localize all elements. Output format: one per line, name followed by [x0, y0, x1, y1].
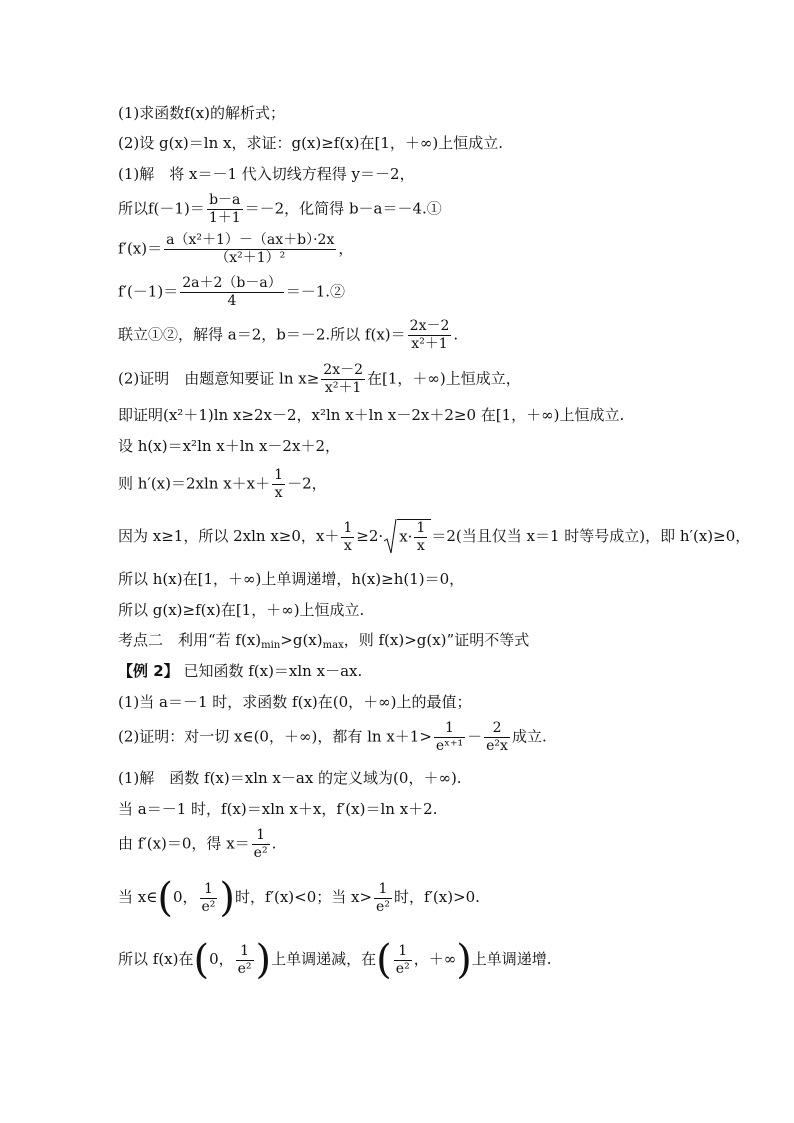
fraction: $\frac{1}{x}$ — [416, 520, 426, 554]
right-paren: ) — [255, 937, 272, 983]
text-line: 当 a＝－1 时，f(x)＝xln x＋x，f′(x)＝ln x＋2. — [118, 800, 438, 818]
text-line: 所以 h(x)在[1，＋∞)上单调递增，h(x)≥h(1)＝0， — [118, 570, 465, 588]
square-root: x· $\frac{1}{x}$ — [383, 517, 431, 557]
fraction: $\frac{2x-2}{\text{x²＋1}}$ — [323, 362, 363, 396]
text-line: 所以 f(x)在(0， $\frac{1}{\text{e²}}$ )上单调递减，在( $\frac{1}{\text{e²}}$ ，＋∞)上单调递增. — [118, 937, 552, 983]
text-line: 设 h(x)＝x²ln x＋ln x－2x＋2， — [118, 437, 340, 455]
fraction: $\frac{\text{a（x²＋1）－（ax＋b）·2x}}{\text{（x²＋1）²}}$ — [166, 232, 335, 266]
text-line: (2)证明：对一切 x∈(0，＋∞)，都有 ln x＋1> $\frac{1}{\text{eˣ⁺¹}}$ － $\frac{2}{\text{e²x}}$ 成立. — [118, 720, 547, 754]
radical-sign-icon — [383, 517, 397, 557]
fraction: $\frac{1}{\text{eˣ⁺¹}}$ — [435, 720, 464, 754]
text-line: 当 x∈(0， $\frac{1}{\text{e²}}$ )时，f′(x)<0；当 x> $\frac{1}{\text{e²}}$ 时，f′(x)>0. — [118, 875, 480, 921]
right-paren: ) — [456, 937, 472, 983]
section-heading: 考点二 利用“若 $f(x)_{min}>g(x)_{max}$，则 f(x)>g(x)”证明不等式 — [118, 631, 530, 651]
fraction: $\frac{1}{\text{e²}}$ — [201, 880, 216, 915]
text-line: (1)解 将 x＝－1 代入切线方程得 y＝－2， — [118, 165, 415, 183]
text-line: 所以f(－1)＝ $\frac{b-a}{1+1}$ ＝－2，化简得 b－a＝－4.① — [118, 192, 442, 226]
text-line: 联立①②，解得 a＝2，b＝－2.所以 f(x)＝ $\frac{2x-2}{\text{x²＋1}}$ . — [118, 318, 459, 352]
text-line: 则 h′(x)＝2xln x＋x＋ $\frac{1}{x}$ －2， — [118, 467, 327, 501]
example-tag: 【例 2】 — [118, 662, 179, 680]
text-line: (2)设 g(x)＝ln x，求证：g(x)≥f(x)在[1，＋∞)上恒成立. — [118, 134, 504, 152]
text-line: 【例 2】 已知函数 f(x)＝xln x－ax. — [118, 662, 363, 680]
fraction: $\frac{1}{\text{e²}}$ — [376, 880, 390, 915]
right-paren: ) — [219, 875, 236, 921]
fraction: $\frac{1}{\text{e²}}$ — [237, 942, 252, 977]
fraction: $\frac{2}{\text{e²x}}$ — [486, 720, 508, 754]
fraction: $\frac{1}{x}$ — [274, 467, 284, 501]
fraction: $\frac{2x-2}{\text{x²＋1}}$ — [409, 318, 450, 352]
fraction: $\frac{1}{\text{e²}}$ — [395, 942, 410, 977]
text-line: (1)当 a＝－1 时，求函数 f(x)在(0，＋∞)上的最值； — [118, 693, 472, 711]
left-paren: ( — [376, 937, 392, 983]
text-line: (2)证明 由题意知要证 ln x≥ $\frac{2x-2}{\text{x²＋1}}$ 在[1，＋∞)上恒成立， — [118, 362, 521, 396]
fraction: $\frac{2a+2(b-a)}{4}$ — [182, 275, 282, 309]
text-line: 所以 g(x)≥f(x)在[1，＋∞)上恒成立. — [118, 601, 365, 619]
fraction: $\frac{1}{\text{e²}}$ — [253, 827, 268, 861]
text-line: (1)解 函数 f(x)＝xln x－ax 的定义域为(0，＋∞). — [118, 769, 462, 787]
fraction: $\frac{1}{x}$ — [343, 519, 353, 554]
left-paren: ( — [193, 937, 210, 983]
text-line: 因为 x≥1，所以 2xln x≥0，x＋ $\frac{1}{x}$ ≥2· x· $\frac{1}{x}$ ＝2(当且仅当 x＝1 时等号成立)，即 h′(x)≥0， — [118, 517, 750, 557]
text-line: 即证明(x²＋1)ln x≥2x－2，x²ln x＋ln x－2x＋2≥0 在[1，＋∞)上恒成立. — [118, 406, 625, 424]
left-paren: ( — [157, 875, 173, 921]
text-line: f′(x)＝ $\frac{\text{a（x²＋1）－（ax＋b）·2x}}{\text{（x²＋1）²}}$ ， — [118, 232, 354, 266]
fraction: $\frac{b-a}{1+1}$ — [208, 192, 241, 226]
text-line: 由 f′(x)＝0，得 x＝ $\frac{1}{\text{e²}}$ . — [118, 827, 277, 861]
text-line: (1)求函数f(x)的解析式； — [118, 104, 285, 122]
text-line: f′(－1)＝ $\frac{2a+2(b-a)}{4}$ ＝－1.② — [118, 275, 346, 309]
